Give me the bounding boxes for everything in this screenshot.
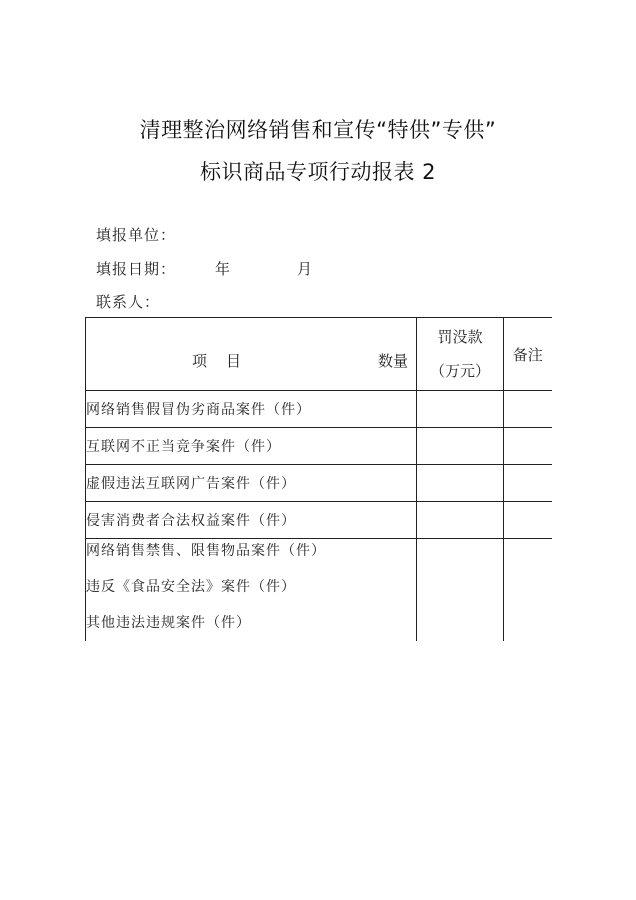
- report-table: [85, 317, 552, 641]
- document-title-line1: 清理整治网络销售和宣传“特供”专供”: [139, 118, 497, 142]
- header-note-cell: [504, 318, 552, 391]
- row-label: 侵害消费者合法权益案件（件）: [86, 502, 417, 539]
- header-fine-cell: [417, 318, 504, 391]
- note-cell[interactable]: [504, 391, 552, 428]
- fine-cell[interactable]: [417, 465, 504, 502]
- fine-cell[interactable]: [417, 539, 504, 642]
- fine-cell[interactable]: [417, 502, 504, 539]
- reporting-unit-label: 填报单位：: [96, 226, 177, 244]
- row-label: 互联网不正当竞争案件（件）: [86, 428, 417, 465]
- row-label: 网络销售禁售、限售物品案件（件）: [86, 543, 326, 559]
- note-cell[interactable]: [504, 502, 552, 539]
- table-row: [86, 465, 552, 502]
- note-cell[interactable]: [504, 465, 552, 502]
- table-row: [86, 391, 552, 428]
- row-label: 虚假违法互联网广告案件（件）: [86, 465, 417, 502]
- merged-row-labels: [86, 539, 417, 642]
- note-cell[interactable]: [504, 428, 552, 465]
- header-note: 备注: [512, 345, 543, 364]
- table-row: [86, 428, 552, 465]
- note-cell[interactable]: [504, 539, 552, 642]
- header-item: 项 目: [192, 352, 244, 370]
- month-label: 月: [297, 260, 313, 278]
- document-title-line2: 标识商品专项行动报表 2: [199, 160, 437, 184]
- row-label: 网络销售假冒伪劣商品案件（件）: [86, 391, 417, 428]
- contact-person-label: 联系人：: [96, 293, 161, 311]
- row-label: 其他违法违规案件（件）: [86, 615, 251, 631]
- reporting-date-label: 填报日期：: [96, 260, 177, 278]
- year-label: 年: [215, 260, 231, 278]
- header-item-quantity-cell: [86, 318, 417, 391]
- fine-cell[interactable]: [417, 391, 504, 428]
- header-fine-line2: （万元）: [429, 362, 490, 380]
- table-row-merged: [86, 539, 552, 642]
- table-header-row: [86, 318, 552, 391]
- header-fine-line1: 罚没款: [437, 328, 483, 346]
- fine-cell[interactable]: [417, 428, 504, 465]
- row-label: 违反《食品安全法》案件（件）: [86, 579, 296, 595]
- header-quantity: 数量: [377, 352, 408, 370]
